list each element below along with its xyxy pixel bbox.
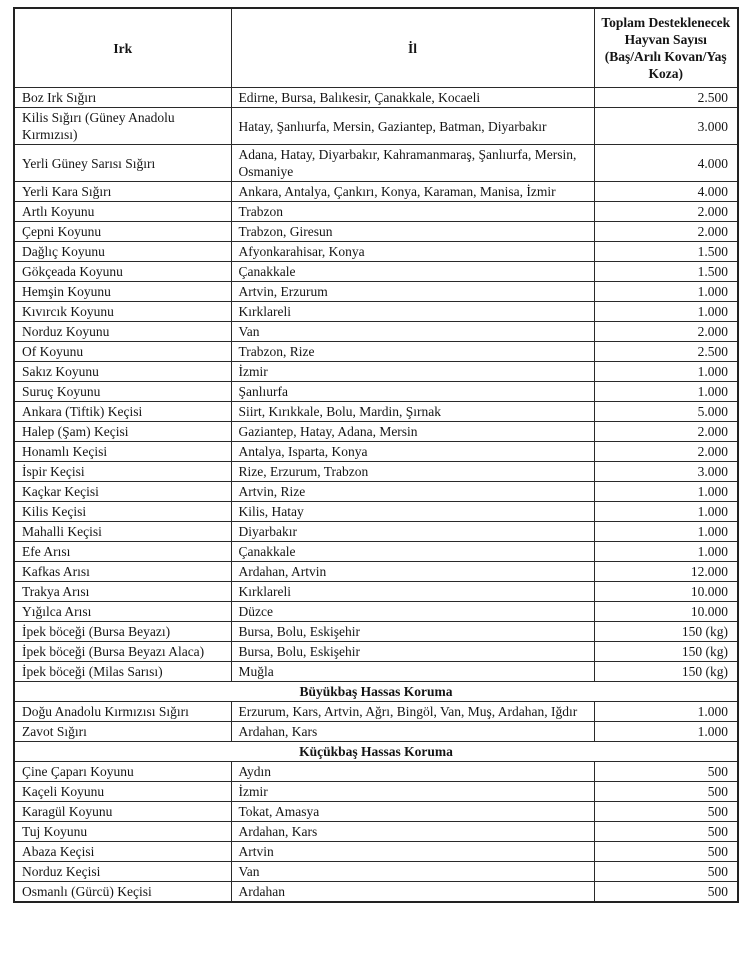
count-cell: 2.000 [594, 202, 738, 222]
count-cell: 1.000 [594, 722, 738, 742]
breed-cell: Gökçeada Koyunu [14, 262, 231, 282]
breed-cell: Sakız Koyunu [14, 362, 231, 382]
breed-cell: Osmanlı (Gürcü) Keçisi [14, 882, 231, 903]
count-cell: 1.500 [594, 242, 738, 262]
breed-cell: Artlı Koyunu [14, 202, 231, 222]
table-row [14, 362, 738, 382]
count-cell: 1.000 [594, 382, 738, 402]
province-cell: Artvin, Erzurum [231, 282, 594, 302]
column-header-count: Toplam Desteklenecek Hayvan Sayısı (Baş/Arılı Kovan/Yaş Koza) [594, 8, 738, 88]
table-row [14, 862, 738, 882]
province-cell: Adana, Hatay, Diyarbakır, Kahramanmaraş, Şanlıurfa, Mersin, Osmaniye [231, 145, 594, 182]
province-cell: Trabzon [231, 202, 594, 222]
count-cell: 3.000 [594, 462, 738, 482]
count-cell: 1.000 [594, 282, 738, 302]
province-cell: Şanlıurfa [231, 382, 594, 402]
province-cell: Trabzon, Giresun [231, 222, 594, 242]
province-cell: Siirt, Kırıkkale, Bolu, Mardin, Şırnak [231, 402, 594, 422]
breed-cell: Kilis Sığırı (Güney Anadolu Kırmızısı) [14, 108, 231, 145]
table-row [14, 662, 738, 682]
breed-cell: Trakya Arısı [14, 582, 231, 602]
province-cell: Ardahan, Kars [231, 822, 594, 842]
count-cell: 500 [594, 762, 738, 782]
province-cell: Muğla [231, 662, 594, 682]
breed-cell: Kıvırcık Koyunu [14, 302, 231, 322]
count-cell: 5.000 [594, 402, 738, 422]
province-cell: Çanakkale [231, 262, 594, 282]
count-cell: 150 (kg) [594, 642, 738, 662]
table-row [14, 762, 738, 782]
breed-cell: Çepni Koyunu [14, 222, 231, 242]
breed-cell: Kaçeli Koyunu [14, 782, 231, 802]
table-row [14, 622, 738, 642]
breed-cell: Doğu Anadolu Kırmızısı Sığırı [14, 702, 231, 722]
province-cell: Gaziantep, Hatay, Adana, Mersin [231, 422, 594, 442]
province-cell: Artvin, Rize [231, 482, 594, 502]
breed-cell: Zavot Sığırı [14, 722, 231, 742]
column-header-province: İl [231, 8, 594, 88]
count-cell: 2.000 [594, 222, 738, 242]
count-cell: 2.500 [594, 88, 738, 108]
breed-cell: Suruç Koyunu [14, 382, 231, 402]
province-cell: Tokat, Amasya [231, 802, 594, 822]
count-cell: 150 (kg) [594, 622, 738, 642]
count-cell: 2.500 [594, 342, 738, 362]
table-row [14, 262, 738, 282]
breed-cell: Kilis Keçisi [14, 502, 231, 522]
table-row [14, 422, 738, 442]
count-cell: 1.000 [594, 302, 738, 322]
table-row [14, 145, 738, 182]
count-cell: 500 [594, 862, 738, 882]
table-row [14, 322, 738, 342]
table-header-row [14, 8, 738, 88]
table-row [14, 202, 738, 222]
province-cell: Ardahan, Artvin [231, 562, 594, 582]
count-cell: 150 (kg) [594, 662, 738, 682]
count-cell: 2.000 [594, 442, 738, 462]
section-header-row [14, 682, 738, 702]
count-cell: 1.000 [594, 522, 738, 542]
count-cell: 500 [594, 882, 738, 903]
province-cell: Erzurum, Kars, Artvin, Ağrı, Bingöl, Van, Muş, Ardahan, Iğdır [231, 702, 594, 722]
breed-cell: Dağlıç Koyunu [14, 242, 231, 262]
province-cell: Van [231, 322, 594, 342]
province-cell: Çanakkale [231, 542, 594, 562]
table-row [14, 542, 738, 562]
table-row [14, 462, 738, 482]
count-cell: 500 [594, 842, 738, 862]
breed-cell: Hemşin Koyunu [14, 282, 231, 302]
breed-cell: Boz Irk Sığırı [14, 88, 231, 108]
count-cell: 1.000 [594, 542, 738, 562]
breed-cell: İpek böceği (Milas Sarısı) [14, 662, 231, 682]
province-cell: Aydın [231, 762, 594, 782]
column-header-breed: Irk [14, 8, 231, 88]
province-cell: Antalya, Isparta, Konya [231, 442, 594, 462]
breed-cell: Norduz Koyunu [14, 322, 231, 342]
table-row [14, 88, 738, 108]
province-cell: Ardahan, Kars [231, 722, 594, 742]
table-row [14, 302, 738, 322]
breed-cell: Kaçkar Keçisi [14, 482, 231, 502]
breed-cell: İpek böceği (Bursa Beyazı Alaca) [14, 642, 231, 662]
table-row [14, 342, 738, 362]
table-row [14, 108, 738, 145]
province-cell: İzmir [231, 362, 594, 382]
table-row [14, 222, 738, 242]
province-cell: Ankara, Antalya, Çankırı, Konya, Karaman, Manisa, İzmir [231, 182, 594, 202]
table-row [14, 502, 738, 522]
breed-cell: Mahalli Keçisi [14, 522, 231, 542]
breed-cell: Yerli Güney Sarısı Sığırı [14, 145, 231, 182]
province-cell: Kilis, Hatay [231, 502, 594, 522]
breed-cell: Norduz Keçisi [14, 862, 231, 882]
breed-cell: Efe Arısı [14, 542, 231, 562]
count-cell: 500 [594, 822, 738, 842]
breed-cell: Karagül Koyunu [14, 802, 231, 822]
table-row [14, 842, 738, 862]
count-cell: 1.000 [594, 362, 738, 382]
breed-cell: Honamlı Keçisi [14, 442, 231, 462]
count-cell: 4.000 [594, 182, 738, 202]
count-cell: 2.000 [594, 422, 738, 442]
count-cell: 1.000 [594, 702, 738, 722]
table-row [14, 562, 738, 582]
table-row [14, 482, 738, 502]
table-row [14, 822, 738, 842]
table-row [14, 442, 738, 462]
table-row [14, 582, 738, 602]
table-row [14, 522, 738, 542]
province-cell: Rize, Erzurum, Trabzon [231, 462, 594, 482]
count-cell: 3.000 [594, 108, 738, 145]
section-header-label: Küçükbaş Hassas Koruma [14, 742, 738, 762]
table-row [14, 602, 738, 622]
province-cell: Bursa, Bolu, Eskişehir [231, 642, 594, 662]
livestock-support-table [13, 7, 739, 903]
table-row [14, 282, 738, 302]
section-header-row [14, 742, 738, 762]
breed-cell: İspir Keçisi [14, 462, 231, 482]
count-cell: 12.000 [594, 562, 738, 582]
breed-cell: Of Koyunu [14, 342, 231, 362]
province-cell: Van [231, 862, 594, 882]
count-cell: 500 [594, 802, 738, 822]
table-row [14, 642, 738, 662]
table-row [14, 182, 738, 202]
count-cell: 1.000 [594, 502, 738, 522]
province-cell: Bursa, Bolu, Eskişehir [231, 622, 594, 642]
table-row [14, 722, 738, 742]
province-cell: Trabzon, Rize [231, 342, 594, 362]
section-header-label: Büyükbaş Hassas Koruma [14, 682, 738, 702]
province-cell: Kırklareli [231, 302, 594, 322]
count-cell: 1.500 [594, 262, 738, 282]
breed-cell: Kafkas Arısı [14, 562, 231, 582]
province-cell: Hatay, Şanlıurfa, Mersin, Gaziantep, Batman, Diyarbakır [231, 108, 594, 145]
province-cell: Kırklareli [231, 582, 594, 602]
breed-cell: Ankara (Tiftik) Keçisi [14, 402, 231, 422]
province-cell: Düzce [231, 602, 594, 622]
province-cell: Edirne, Bursa, Balıkesir, Çanakkale, Kocaeli [231, 88, 594, 108]
table-row [14, 882, 738, 903]
table-row [14, 242, 738, 262]
table-row [14, 802, 738, 822]
breed-cell: İpek böceği (Bursa Beyazı) [14, 622, 231, 642]
province-cell: İzmir [231, 782, 594, 802]
count-cell: 1.000 [594, 482, 738, 502]
count-cell: 10.000 [594, 582, 738, 602]
breed-cell: Yığılca Arısı [14, 602, 231, 622]
count-cell: 2.000 [594, 322, 738, 342]
table-row [14, 702, 738, 722]
table-row [14, 402, 738, 422]
breed-cell: Abaza Keçisi [14, 842, 231, 862]
breed-cell: Tuj Koyunu [14, 822, 231, 842]
province-cell: Diyarbakır [231, 522, 594, 542]
count-cell: 4.000 [594, 145, 738, 182]
province-cell: Ardahan [231, 882, 594, 903]
breed-cell: Yerli Kara Sığırı [14, 182, 231, 202]
province-cell: Afyonkarahisar, Konya [231, 242, 594, 262]
breed-cell: Halep (Şam) Keçisi [14, 422, 231, 442]
breed-cell: Çine Çaparı Koyunu [14, 762, 231, 782]
table-body [14, 88, 738, 903]
count-cell: 500 [594, 782, 738, 802]
table-row [14, 382, 738, 402]
province-cell: Artvin [231, 842, 594, 862]
count-cell: 10.000 [594, 602, 738, 622]
table-row [14, 782, 738, 802]
